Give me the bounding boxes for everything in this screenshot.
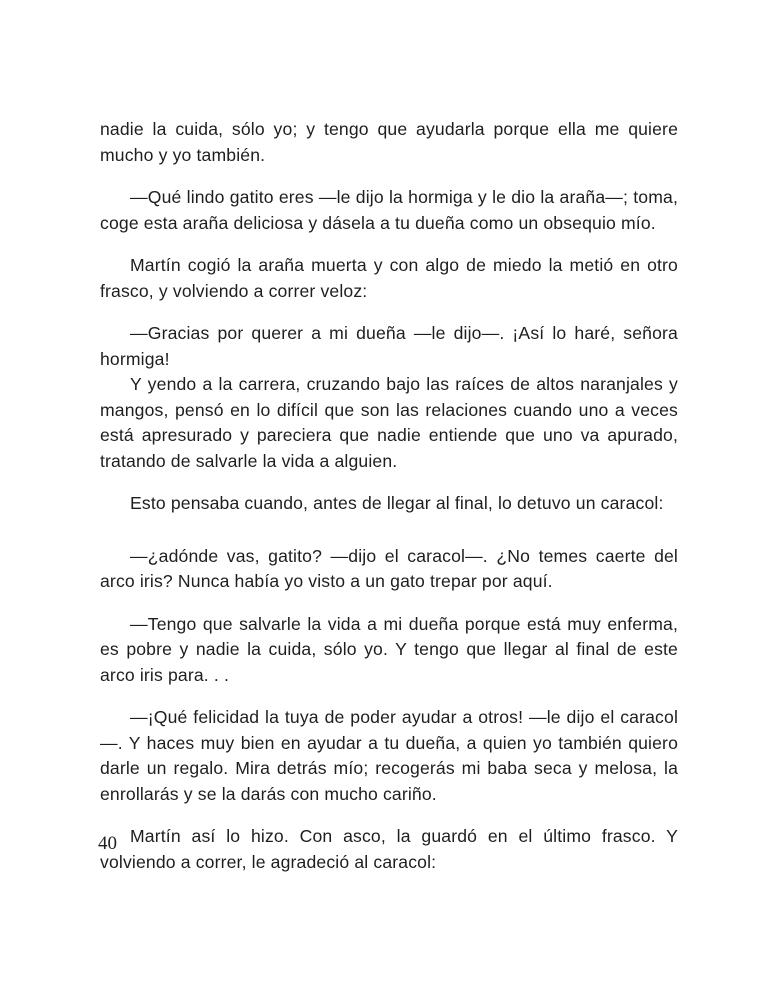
paragraph-1: nadie la cuida, sólo yo; y tengo que ayudarla porque ella me quiere mucho y yo también. (100, 119, 678, 165)
paragraph-8: —Tengo que salvarle la vida a mi dueña porque está muy enferma, es pobre y nadie la cuida, sólo yo. Y tengo que llegar al final de este arco iris para. . . (100, 613, 678, 685)
paragraph-6: Esto pensaba cuando, antes de llegar al final, lo detuvo un caracol: (130, 493, 664, 513)
paragraph-4: —Gracias por querer a mi dueña —le dijo—. ¡Así lo haré, señora hormiga! (100, 323, 678, 369)
paragraph-5: Y yendo a la carrera, cruzando bajo las raíces de altos naranjales y mangos, pensó en lo difícil que son las relaciones cuando uno a veces está apresurado y pareciera que nadie entiende que uno va apurado, tratando de salvarle la vida a alguien. (100, 374, 678, 471)
paragraph-10: Martín así lo hizo. Con asco, la guardó en el último frasco. Y volviendo a correr, le agradeció al caracol: (100, 826, 678, 872)
page-number: 40 (98, 833, 117, 854)
paragraph-7: —¿adónde vas, gatito? —dijo el caracol—. ¿No temes caerte del arco iris? Nunca había yo visto a un gato trepar por aquí. (100, 545, 678, 591)
paragraph-9: —¡Qué felicidad la tuya de poder ayudar a otros! —le dijo el caracol—. Y haces muy bien en ayudar a tu dueña, a quien yo también quiero darle un regalo. Mira detrás mío; recogerás mi baba seca y melosa, la enrollarás y se la darás con mucho cariño. (100, 707, 678, 804)
paragraph-2: —Qué lindo gatito eres —le dijo la hormiga y le dio la araña—; toma, coge esta araña deliciosa y dásela a tu dueña como un obsequio mío. (100, 187, 678, 233)
body-text (100, 117, 678, 892)
paragraph-3: Martín cogió la araña muerta y con algo de miedo la metió en otro frasco, y volviendo a correr veloz: (100, 255, 678, 301)
